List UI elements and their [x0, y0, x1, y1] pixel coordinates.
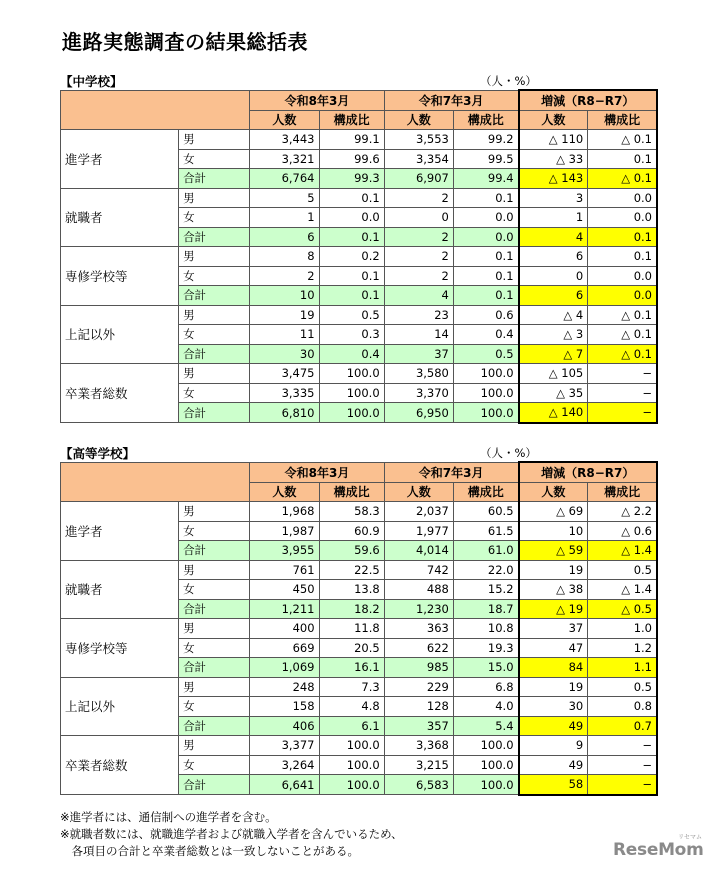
diff-count: △ 4 [519, 305, 588, 325]
ratio-r7: 0.1 [453, 286, 518, 306]
table-row [61, 247, 658, 267]
count-r7: 363 [384, 619, 453, 639]
count-r8: 450 [250, 580, 319, 600]
count-r7: 3,370 [384, 383, 453, 403]
count-r8: 11 [250, 325, 319, 345]
diff-count: 37 [519, 619, 588, 639]
count-r7: 3,553 [384, 130, 453, 150]
count-r8: 1,211 [250, 599, 319, 619]
header-diff: 増減（R8−R7） [519, 462, 657, 482]
row-label: 男 [179, 736, 250, 756]
count-r8: 3,377 [250, 736, 319, 756]
ratio-r7: 100.0 [453, 403, 518, 423]
header-diff: 増減（R8−R7） [519, 90, 657, 110]
diff-count: 3 [519, 188, 588, 208]
row-label: 男 [179, 502, 250, 522]
diff-count: 19 [519, 560, 588, 580]
count-r7: 23 [384, 305, 453, 325]
ratio-r8: 100.0 [319, 383, 384, 403]
header-year-new: 令和8年3月 [250, 90, 384, 110]
diff-ratio: 0.5 [588, 560, 657, 580]
row-label: 女 [179, 208, 250, 228]
diff-count: △ 110 [519, 130, 588, 150]
diff-count: △ 19 [519, 599, 588, 619]
ratio-r7: 100.0 [453, 364, 518, 384]
diff-ratio: 0.1 [588, 149, 657, 169]
diff-ratio: 0.0 [588, 266, 657, 286]
count-r7: 4 [384, 286, 453, 306]
diff-ratio: − [588, 775, 657, 795]
row-label: 女 [179, 755, 250, 775]
ratio-r8: 0.5 [319, 305, 384, 325]
row-label: 女 [179, 325, 250, 345]
ratio-r7: 99.2 [453, 130, 518, 150]
count-r8: 3,264 [250, 755, 319, 775]
header-blank [61, 90, 250, 130]
diff-count: 1 [519, 208, 588, 228]
row-label: 女 [179, 580, 250, 600]
resemom-logo-kana: リセマム [678, 834, 702, 841]
ratio-r7: 0.1 [453, 188, 518, 208]
row-label: 女 [179, 697, 250, 717]
ratio-r7: 61.0 [453, 541, 518, 561]
ratio-r7: 19.3 [453, 638, 518, 658]
row-label: 女 [179, 149, 250, 169]
diff-ratio: 0.0 [588, 208, 657, 228]
ratio-r8: 0.1 [319, 188, 384, 208]
count-r7: 2,037 [384, 502, 453, 522]
ratio-r8: 0.1 [319, 286, 384, 306]
diff-count: △ 69 [519, 502, 588, 522]
count-r7: 2 [384, 247, 453, 267]
diff-ratio: 0.0 [588, 188, 657, 208]
row-label: 男 [179, 130, 250, 150]
count-r7: 3,580 [384, 364, 453, 384]
diff-ratio: 0.8 [588, 697, 657, 717]
count-r7: 1,230 [384, 599, 453, 619]
diff-ratio: △ 1.4 [588, 580, 657, 600]
ratio-r8: 13.8 [319, 580, 384, 600]
row-label: 合計 [179, 344, 250, 364]
row-label: 男 [179, 619, 250, 639]
diff-count: 84 [519, 658, 588, 678]
ratio-r7: 10.8 [453, 619, 518, 639]
ratio-r7: 22.0 [453, 560, 518, 580]
ratio-r8: 22.5 [319, 560, 384, 580]
row-label: 男 [179, 364, 250, 384]
ratio-r8: 99.3 [319, 169, 384, 189]
ratio-r7: 60.5 [453, 502, 518, 522]
count-r7: 3,354 [384, 149, 453, 169]
diff-count: 6 [519, 286, 588, 306]
count-r8: 1,987 [250, 521, 319, 541]
header-blank [61, 462, 250, 502]
diff-ratio: 1.0 [588, 619, 657, 639]
diff-ratio: − [588, 736, 657, 756]
diff-ratio: − [588, 403, 657, 423]
row-label: 女 [179, 521, 250, 541]
diff-ratio: − [588, 755, 657, 775]
category-label: 卒業者総数 [61, 736, 179, 795]
count-r7: 2 [384, 227, 453, 247]
unit-label-high-school: （人・%） [480, 446, 537, 460]
diff-ratio: 0.7 [588, 716, 657, 736]
count-r7: 229 [384, 677, 453, 697]
ratio-r8: 99.1 [319, 130, 384, 150]
diff-ratio: △ 0.1 [588, 169, 657, 189]
diff-count: △ 33 [519, 149, 588, 169]
count-r7: 0 [384, 208, 453, 228]
ratio-r8: 18.2 [319, 599, 384, 619]
ratio-r7: 5.4 [453, 716, 518, 736]
ratio-r8: 20.5 [319, 638, 384, 658]
diff-count: 49 [519, 755, 588, 775]
count-r8: 2 [250, 266, 319, 286]
diff-count: △ 3 [519, 325, 588, 345]
unit-label-junior-high: （人・%） [480, 74, 537, 88]
category-label: 進学者 [61, 130, 179, 189]
row-label: 合計 [179, 227, 250, 247]
count-r8: 19 [250, 305, 319, 325]
diff-count: 10 [519, 521, 588, 541]
header-year-old: 令和7年3月 [384, 90, 518, 110]
header-year-new-count: 人数 [250, 110, 319, 130]
row-label: 合計 [179, 541, 250, 561]
count-r7: 357 [384, 716, 453, 736]
count-r7: 1,977 [384, 521, 453, 541]
header-year-old-ratio: 構成比 [453, 110, 518, 130]
category-label: 就職者 [61, 188, 179, 247]
row-label: 女 [179, 383, 250, 403]
ratio-r7: 100.0 [453, 736, 518, 756]
diff-ratio: △ 2.2 [588, 502, 657, 522]
row-label: 合計 [179, 599, 250, 619]
count-r8: 3,335 [250, 383, 319, 403]
count-r8: 3,443 [250, 130, 319, 150]
ratio-r8: 7.3 [319, 677, 384, 697]
table-row [61, 677, 658, 697]
diff-ratio: 0.5 [588, 677, 657, 697]
count-r8: 3,321 [250, 149, 319, 169]
count-r8: 5 [250, 188, 319, 208]
ratio-r7: 0.0 [453, 208, 518, 228]
count-r8: 406 [250, 716, 319, 736]
ratio-r8: 58.3 [319, 502, 384, 522]
ratio-r8: 0.1 [319, 266, 384, 286]
diff-ratio: 1.2 [588, 638, 657, 658]
diff-count: 58 [519, 775, 588, 795]
ratio-r8: 59.6 [319, 541, 384, 561]
count-r7: 6,907 [384, 169, 453, 189]
ratio-r8: 16.1 [319, 658, 384, 678]
ratio-r8: 100.0 [319, 755, 384, 775]
ratio-r7: 15.0 [453, 658, 518, 678]
ratio-r7: 99.5 [453, 149, 518, 169]
diff-ratio: △ 0.1 [588, 344, 657, 364]
count-r7: 622 [384, 638, 453, 658]
count-r8: 30 [250, 344, 319, 364]
diff-count: △ 105 [519, 364, 588, 384]
header-diff-count: 人数 [519, 110, 588, 130]
count-r7: 128 [384, 697, 453, 717]
category-label: 卒業者総数 [61, 364, 179, 423]
count-r7: 2 [384, 188, 453, 208]
ratio-r7: 100.0 [453, 383, 518, 403]
high-school-table [60, 461, 658, 796]
diff-ratio: − [588, 364, 657, 384]
count-r7: 6,950 [384, 403, 453, 423]
count-r7: 14 [384, 325, 453, 345]
row-label: 合計 [179, 716, 250, 736]
count-r8: 1,069 [250, 658, 319, 678]
count-r7: 742 [384, 560, 453, 580]
count-r8: 6,764 [250, 169, 319, 189]
ratio-r7: 0.0 [453, 227, 518, 247]
header-year-new-ratio: 構成比 [319, 110, 384, 130]
table-row [61, 502, 658, 522]
category-label: 専修学校等 [61, 619, 179, 678]
diff-ratio: − [588, 383, 657, 403]
table-row [61, 130, 658, 150]
diff-ratio: △ 1.4 [588, 541, 657, 561]
note-3: 各項目の合計と卒業者総数とは一致しないことがある。 [60, 844, 359, 858]
page-title: 進路実態調査の結果総括表 [62, 30, 308, 54]
row-label: 男 [179, 677, 250, 697]
diff-ratio: 0.0 [588, 286, 657, 306]
count-r8: 669 [250, 638, 319, 658]
table-row [61, 560, 658, 580]
ratio-r7: 0.1 [453, 266, 518, 286]
header-diff-count: 人数 [519, 482, 588, 502]
diff-count: 9 [519, 736, 588, 756]
table-row [61, 736, 658, 756]
count-r8: 400 [250, 619, 319, 639]
ratio-r8: 0.3 [319, 325, 384, 345]
diff-count: 6 [519, 247, 588, 267]
table-row [61, 619, 658, 639]
diff-count: 47 [519, 638, 588, 658]
count-r8: 3,955 [250, 541, 319, 561]
diff-count: 30 [519, 697, 588, 717]
diff-ratio: △ 0.1 [588, 130, 657, 150]
count-r8: 6,641 [250, 775, 319, 795]
header-year-old-count: 人数 [384, 482, 453, 502]
ratio-r7: 0.6 [453, 305, 518, 325]
diff-ratio: △ 0.1 [588, 325, 657, 345]
diff-count: △ 140 [519, 403, 588, 423]
count-r7: 985 [384, 658, 453, 678]
ratio-r8: 4.8 [319, 697, 384, 717]
count-r7: 488 [384, 580, 453, 600]
ratio-r7: 6.8 [453, 677, 518, 697]
ratio-r8: 0.1 [319, 227, 384, 247]
count-r7: 2 [384, 266, 453, 286]
section-label-high-school: 【高等学校】 [60, 446, 136, 461]
row-label: 合計 [179, 775, 250, 795]
header-year-old-ratio: 構成比 [453, 482, 518, 502]
header-year-new-ratio: 構成比 [319, 482, 384, 502]
ratio-r7: 99.4 [453, 169, 518, 189]
ratio-r8: 100.0 [319, 403, 384, 423]
row-label: 女 [179, 638, 250, 658]
ratio-r8: 6.1 [319, 716, 384, 736]
count-r7: 6,583 [384, 775, 453, 795]
diff-count: 0 [519, 266, 588, 286]
table-row [61, 305, 658, 325]
ratio-r8: 11.8 [319, 619, 384, 639]
diff-count: △ 59 [519, 541, 588, 561]
ratio-r8: 100.0 [319, 775, 384, 795]
diff-count: △ 7 [519, 344, 588, 364]
diff-ratio: 1.1 [588, 658, 657, 678]
ratio-r8: 0.0 [319, 208, 384, 228]
ratio-r7: 61.5 [453, 521, 518, 541]
ratio-r7: 100.0 [453, 755, 518, 775]
ratio-r7: 100.0 [453, 775, 518, 795]
ratio-r7: 15.2 [453, 580, 518, 600]
header-year-old: 令和7年3月 [384, 462, 518, 482]
ratio-r8: 60.9 [319, 521, 384, 541]
ratio-r8: 0.2 [319, 247, 384, 267]
section-label-junior-high: 【中学校】 [60, 74, 123, 89]
ratio-r7: 18.7 [453, 599, 518, 619]
header-year-new: 令和8年3月 [250, 462, 384, 482]
row-label: 男 [179, 305, 250, 325]
row-label: 合計 [179, 403, 250, 423]
diff-ratio: 0.1 [588, 227, 657, 247]
count-r8: 3,475 [250, 364, 319, 384]
header-year-old-count: 人数 [384, 110, 453, 130]
category-label: 上記以外 [61, 305, 179, 364]
ratio-r7: 4.0 [453, 697, 518, 717]
row-label: 合計 [179, 169, 250, 189]
count-r8: 1 [250, 208, 319, 228]
diff-ratio: △ 0.5 [588, 599, 657, 619]
ratio-r8: 99.6 [319, 149, 384, 169]
row-label: 男 [179, 560, 250, 580]
diff-count: 19 [519, 677, 588, 697]
count-r8: 10 [250, 286, 319, 306]
category-label: 専修学校等 [61, 247, 179, 306]
diff-count: △ 38 [519, 580, 588, 600]
ratio-r7: 0.1 [453, 247, 518, 267]
count-r8: 6 [250, 227, 319, 247]
ratio-r7: 0.4 [453, 325, 518, 345]
row-label: 合計 [179, 658, 250, 678]
ratio-r8: 0.4 [319, 344, 384, 364]
ratio-r8: 100.0 [319, 736, 384, 756]
diff-count: △ 35 [519, 383, 588, 403]
resemom-logo: ReseMom [613, 840, 704, 860]
count-r7: 37 [384, 344, 453, 364]
row-label: 男 [179, 188, 250, 208]
row-label: 合計 [179, 286, 250, 306]
count-r8: 248 [250, 677, 319, 697]
ratio-r7: 0.5 [453, 344, 518, 364]
row-label: 女 [179, 266, 250, 286]
row-label: 男 [179, 247, 250, 267]
header-year-new-count: 人数 [250, 482, 319, 502]
category-label: 就職者 [61, 560, 179, 619]
category-label: 進学者 [61, 502, 179, 561]
junior-high-table [60, 89, 658, 424]
header-diff-ratio: 構成比 [588, 482, 657, 502]
count-r8: 1,968 [250, 502, 319, 522]
count-r8: 761 [250, 560, 319, 580]
diff-count: 49 [519, 716, 588, 736]
note-2: ※就職者数には、就職進学者および就職入学者を含んでいるため、 [60, 827, 403, 841]
note-1: ※進学者には、通信制への進学者を含む。 [60, 810, 277, 824]
count-r7: 3,215 [384, 755, 453, 775]
count-r8: 158 [250, 697, 319, 717]
header-diff-ratio: 構成比 [588, 110, 657, 130]
diff-count: 4 [519, 227, 588, 247]
category-label: 上記以外 [61, 677, 179, 736]
count-r8: 6,810 [250, 403, 319, 423]
table-row [61, 364, 658, 384]
ratio-r8: 100.0 [319, 364, 384, 384]
table-row [61, 188, 658, 208]
count-r7: 3,368 [384, 736, 453, 756]
diff-count: △ 143 [519, 169, 588, 189]
count-r8: 8 [250, 247, 319, 267]
count-r7: 4,014 [384, 541, 453, 561]
diff-ratio: 0.1 [588, 247, 657, 267]
diff-ratio: △ 0.6 [588, 521, 657, 541]
diff-ratio: △ 0.1 [588, 305, 657, 325]
